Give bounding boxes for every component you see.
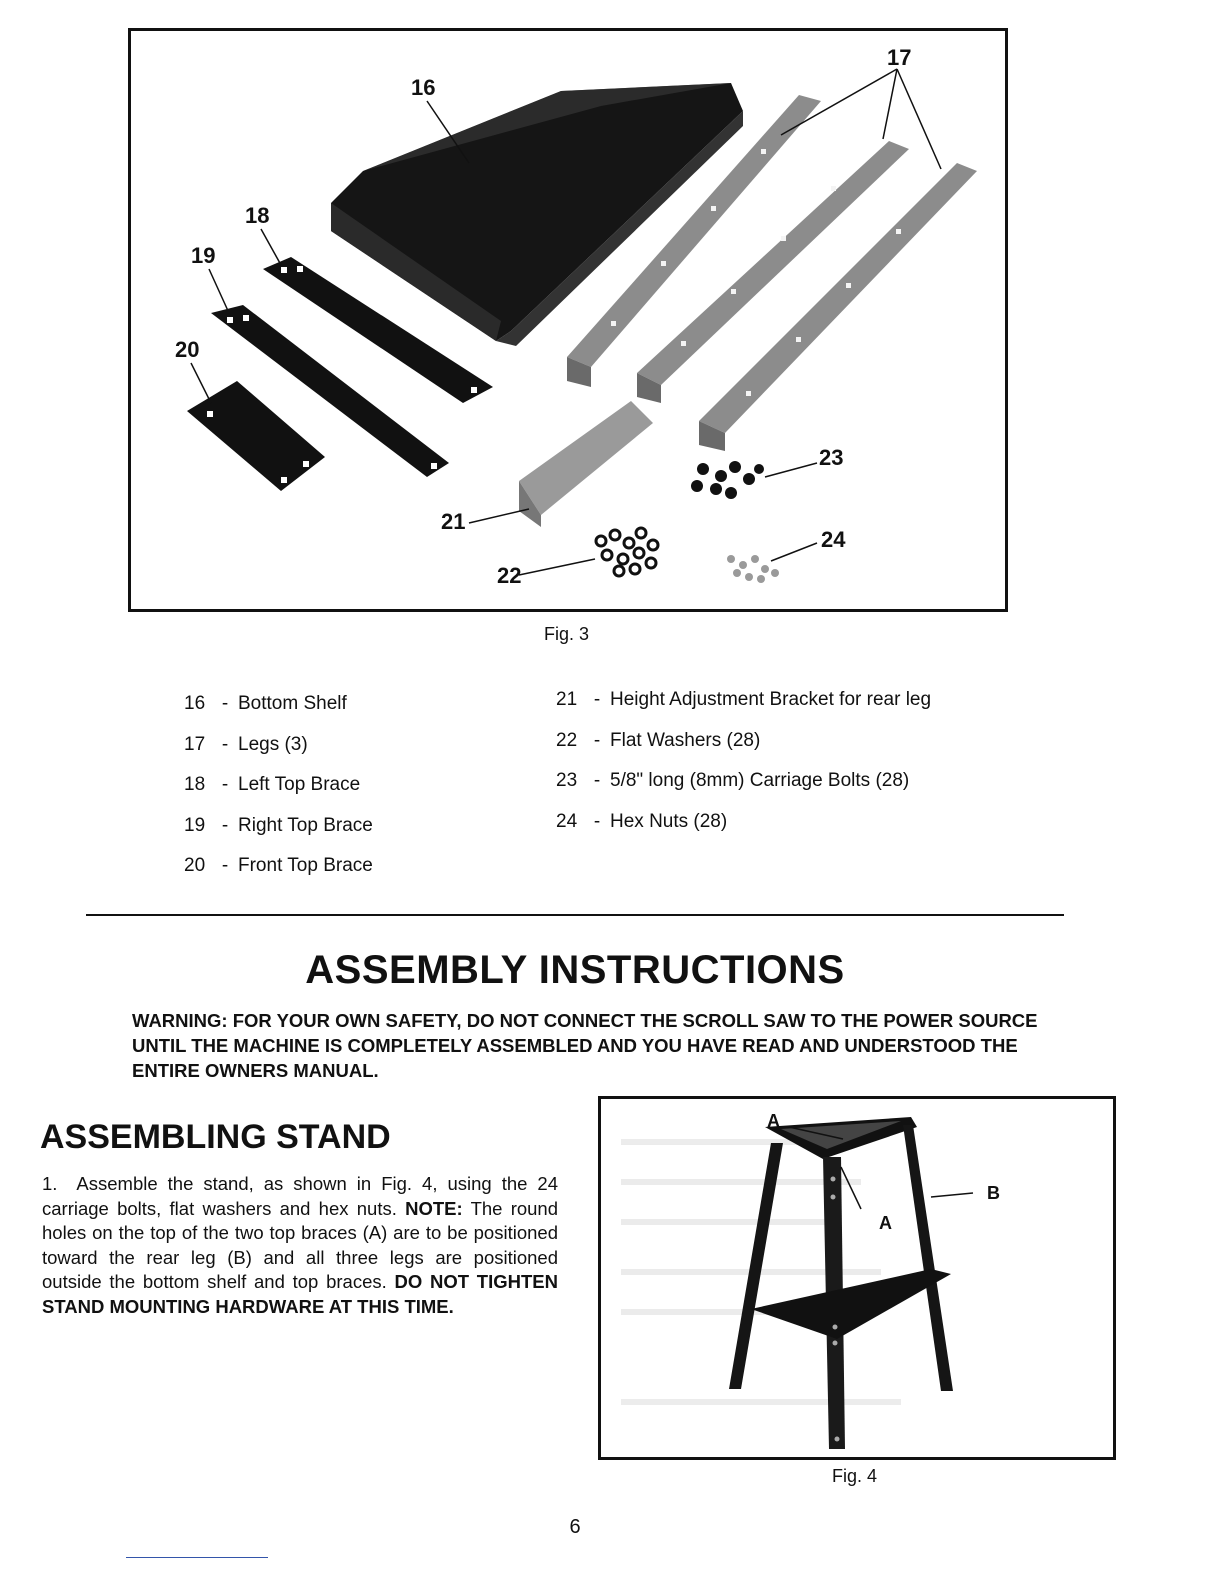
- part-item: 19 - Right Top Brace: [184, 814, 373, 836]
- callout-16: 16: [411, 75, 436, 100]
- callout-24: 24: [821, 527, 846, 552]
- step-1-text: [42, 1172, 558, 1319]
- figure-3: [128, 28, 1008, 612]
- label-a-top: A: [767, 1111, 780, 1131]
- step-number: 1.: [42, 1173, 58, 1194]
- label-a-brace: A: [879, 1213, 892, 1233]
- parts-list-right: [556, 689, 931, 851]
- carriage-bolts-drawing: [691, 461, 764, 499]
- callout-17: 17: [887, 45, 912, 70]
- part-item: 21 - Height Adjustment Bracket for rear leg: [556, 689, 932, 710]
- callout-23: 23: [819, 445, 844, 470]
- callout-19: 19: [191, 243, 216, 268]
- part-item: 18 - Left Top Brace: [184, 774, 361, 795]
- part-item: 16 - Bottom Shelf: [184, 693, 347, 714]
- figure-3-illustration: [131, 31, 1005, 609]
- callout-18: 18: [245, 203, 270, 228]
- parts-list-left: [184, 693, 373, 896]
- figure-4: [598, 1096, 1116, 1460]
- callout-21: 21: [441, 509, 466, 534]
- height-adjustment-bracket-drawing: [519, 401, 653, 527]
- step-note-text: The round holes on the top of the two top braces (A) are to be positioned toward the rear leg (B) and all three legs are positioned outside the bottom shelf and top braces.: [42, 1197, 559, 1292]
- footer-rule: [126, 1557, 268, 1558]
- bottom-shelf-drawing: [331, 83, 743, 346]
- callout-20: 20: [175, 337, 200, 362]
- callout-22: 22: [497, 563, 522, 588]
- safety-warning: WARNING: FOR YOUR OWN SAFETY, DO NOT CONNECT THE SCROLL SAW TO THE POWER SOURCE UNTIL THE MACHINE IS COMPLETELY ASSEMBLED AND YOU HAVE READ AND UNDERSTOOD THE ENTIRE OWNERS MANUAL.: [132, 1010, 1038, 1081]
- flat-washers-drawing: [596, 528, 658, 576]
- section-divider: [86, 914, 1064, 916]
- figure-4-caption: Fig. 4: [832, 1466, 878, 1486]
- step-text: Assemble the stand, as shown in Fig. 4, using the 24 carriage bolts, flat washers and hex nuts.: [42, 1173, 558, 1219]
- part-item: 20 - Front Top Brace: [184, 855, 373, 876]
- bleed-through-text: [621, 1139, 901, 1405]
- figure-4-illustration: [601, 1099, 1113, 1457]
- section-heading: ASSEMBLING STAND: [40, 1118, 391, 1156]
- hex-nuts-drawing: [727, 555, 779, 583]
- page-number: 6: [569, 1516, 581, 1538]
- part-item: 24 - Hex Nuts (28): [556, 810, 728, 832]
- label-b-rear-leg: B: [987, 1183, 1000, 1203]
- part-item: 23 - 5/8" long (8mm) Carriage Bolts (28): [556, 770, 910, 791]
- page-title: ASSEMBLY INSTRUCTIONS: [305, 948, 845, 992]
- step-emphasis: DO NOT TIGHTEN STAND MOUNTING HARDWARE AT THIS TIME.: [42, 1271, 558, 1317]
- part-item: 17 - Legs (3): [184, 733, 308, 755]
- part-item: 22 - Flat Washers (28): [556, 729, 761, 751]
- note-label: NOTE:: [405, 1197, 463, 1219]
- figure-3-caption: Fig. 3: [544, 624, 590, 644]
